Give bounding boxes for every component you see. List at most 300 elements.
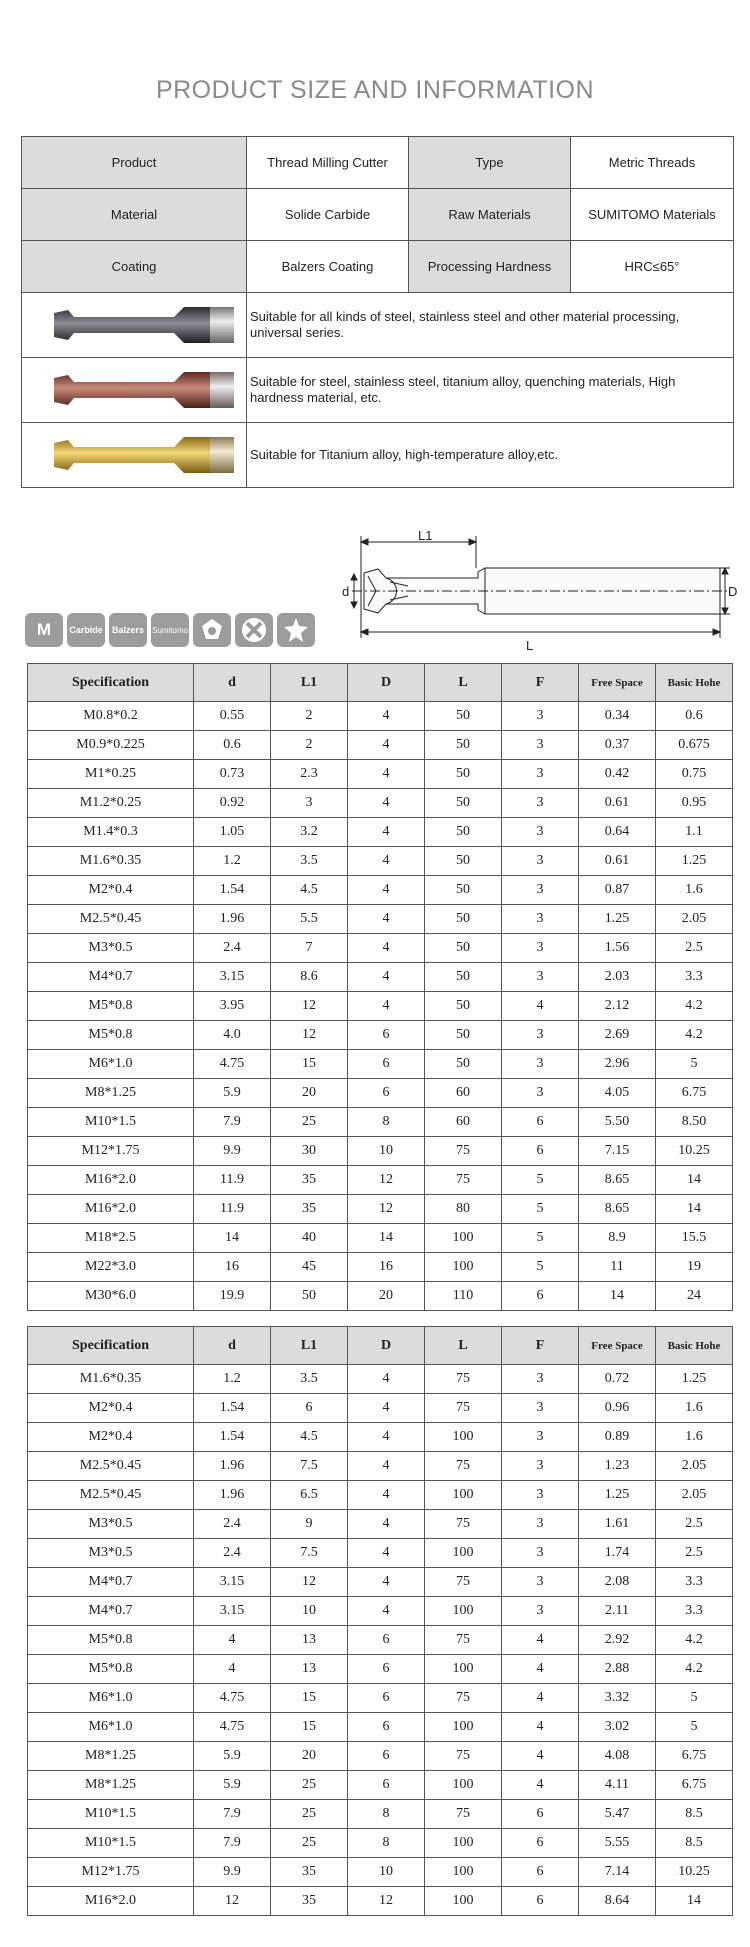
cell-free-space: 2.12: [579, 992, 656, 1021]
cell-d: 7.9: [194, 1800, 271, 1829]
cell-free-space: 14: [579, 1282, 656, 1311]
table-row: [28, 1079, 733, 1108]
cell-l: 75: [425, 1800, 502, 1829]
cell-l: 110: [425, 1282, 502, 1311]
cell-l1: 25: [271, 1800, 348, 1829]
cell-free-space: 7.14: [579, 1858, 656, 1887]
cell-d: 11.9: [194, 1195, 271, 1224]
cell-big-d: 4: [348, 702, 425, 731]
cell-l1: 10: [271, 1597, 348, 1626]
cell-specification: M2*0.4: [28, 876, 194, 905]
cell-big-d: 4: [348, 1394, 425, 1423]
cell-l: 100: [425, 1224, 502, 1253]
cell-big-d: 10: [348, 1137, 425, 1166]
table-row: [28, 702, 733, 731]
cell-specification: M4*0.7: [28, 1568, 194, 1597]
cell-basic-hohe: 10.25: [656, 1137, 733, 1166]
header-free-space: Free Space: [579, 1327, 656, 1365]
table-row: [28, 1510, 733, 1539]
cell-l: 75: [425, 1510, 502, 1539]
cell-l: 75: [425, 1568, 502, 1597]
coating-row: [22, 293, 734, 358]
cell-l1: 50: [271, 1282, 348, 1311]
cell-free-space: 2.88: [579, 1655, 656, 1684]
cell-l1: 2: [271, 731, 348, 760]
cell-l: 50: [425, 847, 502, 876]
cell-d: 4.75: [194, 1050, 271, 1079]
cell-l1: 30: [271, 1137, 348, 1166]
cell-l1: 6: [271, 1394, 348, 1423]
cell-big-d: 6: [348, 1742, 425, 1771]
cell-l1: 35: [271, 1858, 348, 1887]
cell-specification: M1.6*0.35: [28, 1365, 194, 1394]
balzers-icon: Balzers: [109, 613, 147, 647]
cell-f: 5: [502, 1195, 579, 1224]
info-row-material: [22, 189, 734, 241]
info-key: Processing Hardness: [409, 241, 571, 293]
cell-basic-hohe: 24: [656, 1282, 733, 1311]
cell-big-d: 4: [348, 963, 425, 992]
cell-d: 3.15: [194, 1568, 271, 1597]
cell-specification: M5*0.8: [28, 1626, 194, 1655]
cell-f: 3: [502, 905, 579, 934]
cell-specification: M1.6*0.35: [28, 847, 194, 876]
cell-basic-hohe: 2.05: [656, 905, 733, 934]
cell-free-space: 5.47: [579, 1800, 656, 1829]
cell-free-space: 0.34: [579, 702, 656, 731]
cell-big-d: 8: [348, 1829, 425, 1858]
cell-f: 3: [502, 1452, 579, 1481]
cell-free-space: 8.65: [579, 1195, 656, 1224]
cell-big-d: 4: [348, 1423, 425, 1452]
cell-l1: 2: [271, 702, 348, 731]
cell-basic-hohe: 1.6: [656, 1394, 733, 1423]
table-row: [28, 1655, 733, 1684]
cell-free-space: 8.65: [579, 1166, 656, 1195]
spec-header-row: [28, 1327, 733, 1365]
cell-free-space: 1.74: [579, 1539, 656, 1568]
cell-big-d: 4: [348, 992, 425, 1021]
cell-specification: M8*1.25: [28, 1079, 194, 1108]
cell-free-space: 11: [579, 1253, 656, 1282]
header-d: d: [194, 664, 271, 702]
table-row: [28, 1452, 733, 1481]
cell-big-d: 4: [348, 1510, 425, 1539]
cell-basic-hohe: 19: [656, 1253, 733, 1282]
cell-specification: M22*3.0: [28, 1253, 194, 1282]
cell-specification: M6*1.0: [28, 1713, 194, 1742]
table-row: [28, 1137, 733, 1166]
cell-l: 75: [425, 1684, 502, 1713]
cell-f: 5: [502, 1253, 579, 1282]
cell-free-space: 8.64: [579, 1887, 656, 1916]
cell-f: 6: [502, 1800, 579, 1829]
cell-basic-hohe: 8.5: [656, 1829, 733, 1858]
cell-d: 5.9: [194, 1742, 271, 1771]
header-free-space: Free Space: [579, 664, 656, 702]
cell-l1: 20: [271, 1742, 348, 1771]
cell-l: 80: [425, 1195, 502, 1224]
cell-big-d: 14: [348, 1224, 425, 1253]
cell-basic-hohe: 0.75: [656, 760, 733, 789]
cell-specification: M4*0.7: [28, 1597, 194, 1626]
cell-free-space: 1.25: [579, 905, 656, 934]
header-f: F: [502, 1327, 579, 1365]
cell-basic-hohe: 15.5: [656, 1224, 733, 1253]
info-value: Metric Threads: [571, 137, 734, 189]
cell-basic-hohe: 0.6: [656, 702, 733, 731]
cell-l1: 15: [271, 1713, 348, 1742]
info-value: SUMITOMO Materials: [571, 189, 734, 241]
info-key: Coating: [22, 241, 247, 293]
cell-basic-hohe: 3.3: [656, 963, 733, 992]
cell-f: 4: [502, 1771, 579, 1800]
cell-big-d: 4: [348, 1365, 425, 1394]
cell-l1: 25: [271, 1108, 348, 1137]
cell-big-d: 4: [348, 789, 425, 818]
cell-l: 50: [425, 1050, 502, 1079]
cell-big-d: 20: [348, 1282, 425, 1311]
cell-big-d: 4: [348, 905, 425, 934]
header-l1: L1: [271, 1327, 348, 1365]
cell-f: 4: [502, 1684, 579, 1713]
cell-free-space: 1.61: [579, 1510, 656, 1539]
cell-basic-hohe: 1.25: [656, 847, 733, 876]
cell-d: 5.9: [194, 1079, 271, 1108]
cell-basic-hohe: 6.75: [656, 1742, 733, 1771]
cell-big-d: 6: [348, 1713, 425, 1742]
cell-d: 1.96: [194, 1481, 271, 1510]
cell-specification: M18*2.5: [28, 1224, 194, 1253]
table-row: [28, 876, 733, 905]
cell-d: 16: [194, 1253, 271, 1282]
cell-f: 3: [502, 847, 579, 876]
table-row: [28, 847, 733, 876]
cell-free-space: 5.50: [579, 1108, 656, 1137]
cell-d: 4: [194, 1655, 271, 1684]
cell-specification: M8*1.25: [28, 1742, 194, 1771]
table-row: [28, 1742, 733, 1771]
cell-big-d: 4: [348, 1568, 425, 1597]
cell-l1: 7.5: [271, 1452, 348, 1481]
cell-big-d: 4: [348, 1481, 425, 1510]
cell-l1: 4.5: [271, 876, 348, 905]
table-row: [28, 1481, 733, 1510]
cell-f: 3: [502, 1365, 579, 1394]
spec-table-1: [27, 663, 733, 1311]
milling-insert-icon: [193, 613, 231, 647]
cell-big-d: 4: [348, 818, 425, 847]
table-row: [28, 818, 733, 847]
cell-f: 3: [502, 963, 579, 992]
cell-free-space: 7.15: [579, 1137, 656, 1166]
cell-specification: M12*1.75: [28, 1137, 194, 1166]
cell-f: 3: [502, 702, 579, 731]
cell-specification: M10*1.5: [28, 1800, 194, 1829]
table-row: [28, 731, 733, 760]
cell-big-d: 6: [348, 1021, 425, 1050]
cell-basic-hohe: 14: [656, 1195, 733, 1224]
cell-specification: M8*1.25: [28, 1771, 194, 1800]
cell-l1: 3.2: [271, 818, 348, 847]
tool-image-cell: [22, 293, 247, 358]
cell-basic-hohe: 2.5: [656, 934, 733, 963]
info-row-coating: [22, 241, 734, 293]
info-value: Thread Milling Cutter: [247, 137, 409, 189]
cell-l: 50: [425, 934, 502, 963]
cell-basic-hohe: 4.2: [656, 1655, 733, 1684]
cell-specification: M12*1.75: [28, 1858, 194, 1887]
cell-l: 100: [425, 1253, 502, 1282]
cell-basic-hohe: 14: [656, 1166, 733, 1195]
cell-d: 1.54: [194, 1394, 271, 1423]
thread-mill-tool-image: [34, 429, 234, 481]
cell-free-space: 0.37: [579, 731, 656, 760]
cell-l: 50: [425, 992, 502, 1021]
cell-l1: 35: [271, 1166, 348, 1195]
cell-basic-hohe: 0.675: [656, 731, 733, 760]
cell-d: 1.05: [194, 818, 271, 847]
cell-d: 4: [194, 1626, 271, 1655]
cell-d: 9.9: [194, 1137, 271, 1166]
table-row: [28, 992, 733, 1021]
info-row-product: [22, 137, 734, 189]
cell-f: 3: [502, 1539, 579, 1568]
cell-big-d: 4: [348, 876, 425, 905]
cell-d: 14: [194, 1224, 271, 1253]
cell-big-d: 6: [348, 1684, 425, 1713]
table-row: [28, 1050, 733, 1079]
cell-l: 75: [425, 1394, 502, 1423]
cell-l1: 15: [271, 1050, 348, 1079]
cell-basic-hohe: 2.5: [656, 1539, 733, 1568]
table-row: [28, 1684, 733, 1713]
cell-f: 4: [502, 1655, 579, 1684]
cell-free-space: 4.11: [579, 1771, 656, 1800]
cell-free-space: 5.55: [579, 1829, 656, 1858]
cell-l1: 35: [271, 1195, 348, 1224]
cell-free-space: 0.61: [579, 847, 656, 876]
cell-big-d: 16: [348, 1253, 425, 1282]
cell-l1: 20: [271, 1079, 348, 1108]
info-key: Material: [22, 189, 247, 241]
cell-specification: M3*0.5: [28, 934, 194, 963]
cell-big-d: 12: [348, 1195, 425, 1224]
cell-d: 1.2: [194, 847, 271, 876]
table-row: [28, 1887, 733, 1916]
cell-d: 4.75: [194, 1684, 271, 1713]
info-key: Product: [22, 137, 247, 189]
cell-basic-hohe: 0.95: [656, 789, 733, 818]
cell-free-space: 2.11: [579, 1597, 656, 1626]
cell-big-d: 8: [348, 1800, 425, 1829]
cell-basic-hohe: 3.3: [656, 1597, 733, 1626]
metric-icon: M: [25, 613, 63, 647]
cell-l: 75: [425, 1365, 502, 1394]
cell-specification: M16*2.0: [28, 1195, 194, 1224]
cell-l: 75: [425, 1137, 502, 1166]
cell-big-d: 8: [348, 1108, 425, 1137]
table-row: [28, 1282, 733, 1311]
cell-d: 0.92: [194, 789, 271, 818]
cell-free-space: 1.23: [579, 1452, 656, 1481]
table-row: [28, 905, 733, 934]
cell-f: 3: [502, 1597, 579, 1626]
table-row: [28, 1858, 733, 1887]
product-info-table: [21, 136, 734, 488]
cell-d: 0.73: [194, 760, 271, 789]
header-d: d: [194, 1327, 271, 1365]
table-row: [28, 1224, 733, 1253]
table-row: [28, 1597, 733, 1626]
table-row: [28, 760, 733, 789]
page-title: PRODUCT SIZE AND INFORMATION: [155, 76, 595, 104]
cell-specification: M2*0.4: [28, 1423, 194, 1452]
dim-l-label: L: [526, 638, 534, 653]
cell-f: 3: [502, 1423, 579, 1452]
cell-basic-hohe: 1.1: [656, 818, 733, 847]
cell-d: 5.9: [194, 1771, 271, 1800]
cell-f: 3: [502, 1481, 579, 1510]
cell-d: 11.9: [194, 1166, 271, 1195]
cell-big-d: 4: [348, 1539, 425, 1568]
table-row: [28, 1423, 733, 1452]
cell-l1: 7: [271, 934, 348, 963]
cell-big-d: 6: [348, 1050, 425, 1079]
cell-specification: M10*1.5: [28, 1829, 194, 1858]
cell-big-d: 6: [348, 1079, 425, 1108]
cell-d: 2.4: [194, 1510, 271, 1539]
cell-free-space: 2.69: [579, 1021, 656, 1050]
cell-specification: M0.8*0.2: [28, 702, 194, 731]
cell-l1: 25: [271, 1771, 348, 1800]
cell-l1: 12: [271, 1021, 348, 1050]
info-value: HRC≤65°: [571, 241, 734, 293]
tool-dimension-drawing: [330, 528, 738, 658]
thread-mill-tool-image: [34, 299, 234, 351]
feature-icons: [25, 613, 315, 647]
cell-f: 4: [502, 1626, 579, 1655]
cell-specification: M16*2.0: [28, 1887, 194, 1916]
cell-basic-hohe: 6.75: [656, 1079, 733, 1108]
cell-d: 4.75: [194, 1713, 271, 1742]
cell-l: 100: [425, 1539, 502, 1568]
cell-free-space: 2.03: [579, 963, 656, 992]
cell-l1: 3: [271, 789, 348, 818]
cell-specification: M6*1.0: [28, 1050, 194, 1079]
cell-f: 3: [502, 876, 579, 905]
cell-d: 12: [194, 1887, 271, 1916]
star-flute-icon: [277, 613, 315, 647]
cell-f: 3: [502, 934, 579, 963]
cell-specification: M16*2.0: [28, 1166, 194, 1195]
cell-f: 3: [502, 731, 579, 760]
cell-free-space: 0.87: [579, 876, 656, 905]
cell-l1: 7.5: [271, 1539, 348, 1568]
cell-l: 100: [425, 1481, 502, 1510]
coating-description: Suitable for all kinds of steel, stainless steel and other material processing, universal series.: [247, 293, 734, 358]
cell-basic-hohe: 4.2: [656, 1021, 733, 1050]
header-basic-hohe: Basic Hohe: [656, 1327, 733, 1365]
cell-l1: 35: [271, 1887, 348, 1916]
cell-f: 3: [502, 818, 579, 847]
cell-f: 3: [502, 1510, 579, 1539]
dim-d-big-label: D: [728, 584, 738, 599]
cell-l: 100: [425, 1829, 502, 1858]
cell-d: 7.9: [194, 1829, 271, 1858]
dim-d-small-label: d: [342, 584, 350, 599]
cell-basic-hohe: 1.6: [656, 876, 733, 905]
cell-big-d: 6: [348, 1771, 425, 1800]
table-row: [28, 1626, 733, 1655]
cell-l: 75: [425, 1626, 502, 1655]
cell-specification: M30*6.0: [28, 1282, 194, 1311]
cell-l: 100: [425, 1713, 502, 1742]
cell-l1: 12: [271, 1568, 348, 1597]
cell-basic-hohe: 5: [656, 1713, 733, 1742]
tool-image-cell: [22, 423, 247, 488]
cell-d: 0.6: [194, 731, 271, 760]
table-row: [28, 1829, 733, 1858]
cell-d: 1.54: [194, 876, 271, 905]
cell-big-d: 6: [348, 1655, 425, 1684]
cell-specification: M1.4*0.3: [28, 818, 194, 847]
cell-big-d: 12: [348, 1887, 425, 1916]
sumitomo-icon: Sumitomo: [151, 613, 189, 647]
cell-d: 2.4: [194, 934, 271, 963]
header-l: L: [425, 1327, 502, 1365]
cell-basic-hohe: 8.50: [656, 1108, 733, 1137]
cross-flute-icon: [235, 613, 273, 647]
coating-description: Suitable for steel, stainless steel, titanium alloy, quenching materials, High hardness material, etc.: [247, 358, 734, 423]
cell-specification: M2.5*0.45: [28, 1481, 194, 1510]
cell-specification: M2.5*0.45: [28, 905, 194, 934]
cell-big-d: 4: [348, 934, 425, 963]
cell-l1: 6.5: [271, 1481, 348, 1510]
cell-f: 4: [502, 992, 579, 1021]
cell-specification: M0.9*0.225: [28, 731, 194, 760]
cell-l: 50: [425, 760, 502, 789]
dim-l1-label: L1: [418, 528, 433, 543]
cell-free-space: 0.96: [579, 1394, 656, 1423]
cell-specification: M1*0.25: [28, 760, 194, 789]
cell-free-space: 2.96: [579, 1050, 656, 1079]
cell-f: 6: [502, 1829, 579, 1858]
cell-big-d: 4: [348, 760, 425, 789]
header-l1: L1: [271, 664, 348, 702]
cell-free-space: 2.08: [579, 1568, 656, 1597]
cell-d: 1.96: [194, 905, 271, 934]
cell-big-d: 10: [348, 1858, 425, 1887]
cell-f: 6: [502, 1282, 579, 1311]
cell-d: 7.9: [194, 1108, 271, 1137]
cell-specification: M10*1.5: [28, 1108, 194, 1137]
cell-l: 50: [425, 789, 502, 818]
cell-big-d: 6: [348, 1626, 425, 1655]
cell-l1: 12: [271, 992, 348, 1021]
cell-specification: M5*0.8: [28, 992, 194, 1021]
cell-f: 6: [502, 1858, 579, 1887]
cell-big-d: 4: [348, 847, 425, 876]
cell-basic-hohe: 2.05: [656, 1452, 733, 1481]
cell-basic-hohe: 1.25: [656, 1365, 733, 1394]
cell-free-space: 2.92: [579, 1626, 656, 1655]
cell-basic-hohe: 4.2: [656, 992, 733, 1021]
table-row: [28, 1713, 733, 1742]
cell-specification: M2.5*0.45: [28, 1452, 194, 1481]
cell-l1: 15: [271, 1684, 348, 1713]
cell-free-space: 4.08: [579, 1742, 656, 1771]
